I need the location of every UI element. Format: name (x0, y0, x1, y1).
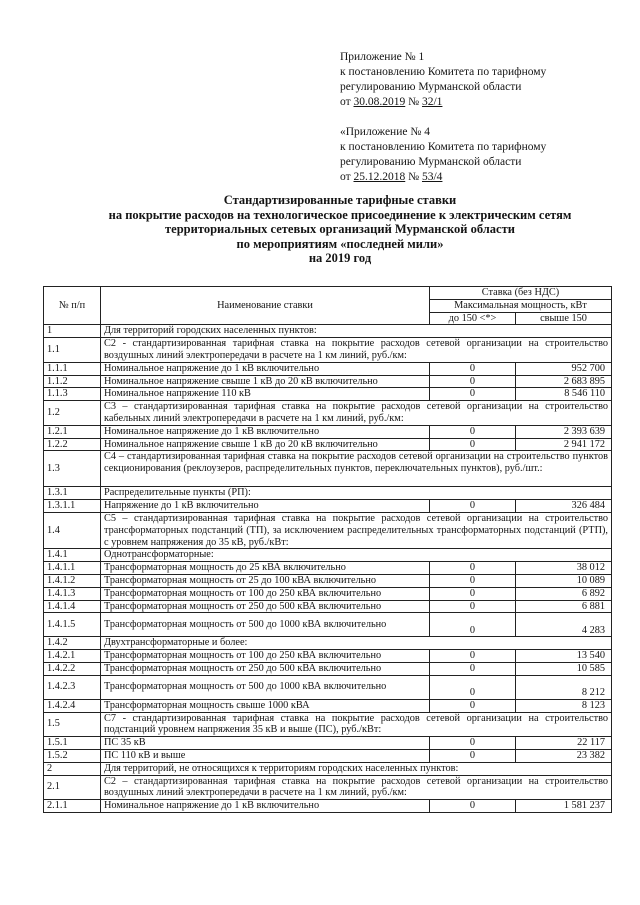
rate-name: Номинальное напряжение до 1 кВ включительно (101, 800, 430, 813)
appendix-new-date-line (340, 95, 620, 110)
rate-high-power: 8 212 (516, 675, 612, 699)
tariff-table (43, 286, 612, 813)
table-row (44, 775, 612, 800)
header-name: Наименование ставки (101, 287, 430, 325)
row-number: 1.4.1.5 (44, 613, 101, 637)
appendix-old-line2: к постановлению Комитета по тарифному (340, 141, 547, 153)
rate-name: С7 - стандартизированная тарифная ставка на покрытие расходов сетевой организации на строительство подстанций уровнем напряжения 35 кВ и выше (ПС), руб./кВт: (101, 712, 612, 737)
appendix-old-line1: «Приложение № 4 (340, 126, 430, 138)
rate-high-power: 38 012 (516, 562, 612, 575)
rate-low-power: 0 (430, 375, 516, 388)
document-title (60, 193, 620, 266)
rate-name: Трансформаторная мощность от 25 до 100 кВА включительно (101, 574, 430, 587)
table-row (44, 662, 612, 675)
rate-name: Трансформаторная мощность от 100 до 250 кВА включительно (101, 650, 430, 663)
appendix-new-number: 32/1 (421, 96, 443, 108)
table-row (44, 613, 612, 637)
appendix-new-num-prefix: № (405, 96, 422, 108)
row-number: 1.2.2 (44, 438, 101, 451)
row-number: 1.4.2.2 (44, 662, 101, 675)
appendix-new-date: 30.08.2019 (353, 96, 406, 108)
row-number: 1.4.2.4 (44, 699, 101, 712)
table-row (44, 762, 612, 775)
appendix-old-date-prefix: от (340, 171, 354, 183)
row-number: 2.1 (44, 775, 101, 800)
rate-low-power: 0 (430, 587, 516, 600)
table-row (44, 549, 612, 562)
rate-name: С2 - стандартизированная тарифная ставка на покрытие расходов сетевой организации на строительство воздушных линий электропередачи в расчете на 1 км линий, руб./км: (101, 338, 612, 363)
rate-name: Номинальное напряжение 110 кВ (101, 388, 430, 401)
table-row (44, 425, 612, 438)
title-line2: на покрытие расходов на технологическое присоединение к электрическим сетям (108, 207, 572, 222)
appendix-old-line3: регулированию Мурманской области (340, 156, 522, 168)
table-row (44, 600, 612, 613)
rate-high-power: 6 892 (516, 587, 612, 600)
table-row (44, 699, 612, 712)
table-row (44, 401, 612, 426)
rate-name: Трансформаторная мощность от 100 до 250 кВА включительно (101, 587, 430, 600)
row-number: 1.3.1 (44, 487, 101, 500)
table-row (44, 574, 612, 587)
table-header-row (44, 287, 612, 300)
rate-high-power: 2 393 639 (516, 425, 612, 438)
rate-name: Номинальное напряжение свыше 1 кВ до 20 кВ включительно (101, 375, 430, 388)
table-row (44, 451, 612, 487)
header-col-low: до 150 <*> (430, 312, 516, 325)
rate-name: Трансформаторная мощность от 250 до 500 кВА включительно (101, 600, 430, 613)
row-number: 1.4.2.3 (44, 675, 101, 699)
table-row (44, 637, 612, 650)
row-number: 2.1.1 (44, 800, 101, 813)
table-row (44, 362, 612, 375)
row-number: 1.5.1 (44, 737, 101, 750)
rate-name: Однотрансформаторные: (101, 549, 612, 562)
rate-low-power: 0 (430, 699, 516, 712)
rate-low-power: 0 (430, 800, 516, 813)
rate-low-power: 0 (430, 650, 516, 663)
row-number: 1.3.1.1 (44, 500, 101, 513)
rate-low-power: 0 (430, 662, 516, 675)
appendix-old-number: 53/4 (421, 171, 443, 183)
rate-name: ПС 110 кВ и выше (101, 749, 430, 762)
rate-name: Трансформаторная мощность до 25 кВА включительно (101, 562, 430, 575)
appendix-old-block (340, 125, 620, 185)
title-line4: по мероприятиям «последней мили» (236, 236, 444, 251)
title-line5: на 2019 год (308, 251, 372, 265)
rate-name: Трансформаторная мощность от 500 до 1000 кВА включительно (101, 675, 430, 699)
appendix-new-block (340, 50, 620, 110)
rate-low-power: 0 (430, 362, 516, 375)
row-number: 2 (44, 762, 101, 775)
rate-high-power: 22 117 (516, 737, 612, 750)
rate-low-power: 0 (430, 562, 516, 575)
row-number: 1.4.2 (44, 637, 101, 650)
appendix-new-date-prefix: от (340, 96, 354, 108)
rate-high-power: 10 089 (516, 574, 612, 587)
table-row (44, 325, 612, 338)
row-number: 1.4.1.1 (44, 562, 101, 575)
table-row (44, 650, 612, 663)
rate-low-power: 0 (430, 613, 516, 637)
table-row (44, 512, 612, 548)
table-row (44, 500, 612, 513)
rate-high-power: 1 581 237 (516, 800, 612, 813)
rate-name: Для территорий городских населенных пунктов: (101, 325, 612, 338)
rate-high-power: 2 941 172 (516, 438, 612, 451)
table-row (44, 438, 612, 451)
row-number: 1.4.1.4 (44, 600, 101, 613)
rate-high-power: 6 881 (516, 600, 612, 613)
rate-name: С5 – стандартизированная тарифная ставка на покрытие расходов сетевой организации на строительство трансформаторных подстанций (ТП), за исключением распределительных трансформаторных подстанций (РТП), с уровнем напряжения до 35 кВ, руб./кВт: (101, 512, 612, 548)
table-row (44, 712, 612, 737)
row-number: 1.4.1.2 (44, 574, 101, 587)
row-number: 1 (44, 325, 101, 338)
table-row (44, 375, 612, 388)
appendix-new-line3: регулированию Мурманской области (340, 81, 522, 93)
rate-name: ПС 35 кВ (101, 737, 430, 750)
rate-high-power: 326 484 (516, 500, 612, 513)
table-row (44, 338, 612, 363)
row-number: 1.2.1 (44, 425, 101, 438)
appendix-new-line1: Приложение № 1 (340, 51, 425, 63)
row-number: 1.1.2 (44, 375, 101, 388)
row-number: 1.1 (44, 338, 101, 363)
table-row (44, 749, 612, 762)
rate-name: Номинальное напряжение свыше 1 кВ до 20 кВ включительно (101, 438, 430, 451)
rate-name: С2 – стандартизированная тарифная ставка на покрытие расходов сетевой организации на строительство воздушных линий электропередачи в расчете на 1 км линий, руб./км: (101, 775, 612, 800)
title-line3: территориальных сетевых организаций Мурманской области (165, 222, 515, 236)
row-number: 1.4.2.1 (44, 650, 101, 663)
rate-high-power: 13 540 (516, 650, 612, 663)
header-col-high: свыше 150 (516, 312, 612, 325)
rate-name: Распределительные пункты (РП): (101, 487, 612, 500)
table-row (44, 388, 612, 401)
rate-low-power: 0 (430, 500, 516, 513)
table-row (44, 737, 612, 750)
header-power: Максимальная мощность, кВт (430, 299, 612, 312)
rate-high-power: 2 683 895 (516, 375, 612, 388)
appendix-new-line2: к постановлению Комитета по тарифному (340, 66, 547, 78)
row-number: 1.3 (44, 451, 101, 487)
table-row (44, 675, 612, 699)
header-num: № п/п (44, 287, 101, 325)
row-number: 1.4.1 (44, 549, 101, 562)
rate-name: Трансформаторная мощность от 250 до 500 кВА включительно (101, 662, 430, 675)
row-number: 1.4 (44, 512, 101, 548)
row-number: 1.4.1.3 (44, 587, 101, 600)
rate-high-power: 8 546 110 (516, 388, 612, 401)
rate-name: Для территорий, не относящихся к территориям городских населенных пунктов: (101, 762, 612, 775)
rate-low-power: 0 (430, 749, 516, 762)
row-number: 1.1.1 (44, 362, 101, 375)
appendix-old-date-line (340, 170, 620, 185)
rate-name: С4 – стандартизированная тарифная ставка на покрытие расходов сетевой организации на строительство пунктов секционирования (реклоузеров, распределительных пунктов, переключательных пунктов), руб./шт.: (101, 451, 612, 487)
rate-low-power: 0 (430, 737, 516, 750)
rate-low-power: 0 (430, 388, 516, 401)
rate-high-power: 8 123 (516, 699, 612, 712)
table-row (44, 562, 612, 575)
row-number: 1.5.2 (44, 749, 101, 762)
rate-low-power: 0 (430, 574, 516, 587)
rate-high-power: 952 700 (516, 362, 612, 375)
rate-high-power: 23 382 (516, 749, 612, 762)
table-row (44, 487, 612, 500)
row-number: 1.5 (44, 712, 101, 737)
rate-name: Трансформаторная мощность от 500 до 1000 кВА включительно (101, 613, 430, 637)
header-rate: Ставка (без НДС) (430, 287, 612, 300)
row-number: 1.1.3 (44, 388, 101, 401)
table-row (44, 587, 612, 600)
row-number: 1.2 (44, 401, 101, 426)
rate-name: Номинальное напряжение до 1 кВ включительно (101, 362, 430, 375)
table-body (44, 325, 612, 813)
title-line1: Стандартизированные тарифные ставки (223, 193, 457, 207)
rate-low-power: 0 (430, 425, 516, 438)
table-row (44, 800, 612, 813)
rate-name: С3 – стандартизированная тарифная ставка на покрытие расходов сетевой организации на строительство кабельных линий электропередачи в расчете на 1 км линий, руб./км: (101, 401, 612, 426)
rate-high-power: 10 585 (516, 662, 612, 675)
rate-name: Номинальное напряжение до 1 кВ включительно (101, 425, 430, 438)
rate-name: Трансформаторная мощность свыше 1000 кВА (101, 699, 430, 712)
rate-low-power: 0 (430, 675, 516, 699)
appendix-old-num-prefix: № (405, 171, 422, 183)
rate-name: Двухтрансформаторные и более: (101, 637, 612, 650)
rate-name: Напряжение до 1 кВ включительно (101, 500, 430, 513)
rate-high-power: 4 283 (516, 613, 612, 637)
rate-low-power: 0 (430, 438, 516, 451)
appendix-old-date: 25.12.2018 (353, 171, 406, 183)
rate-low-power: 0 (430, 600, 516, 613)
